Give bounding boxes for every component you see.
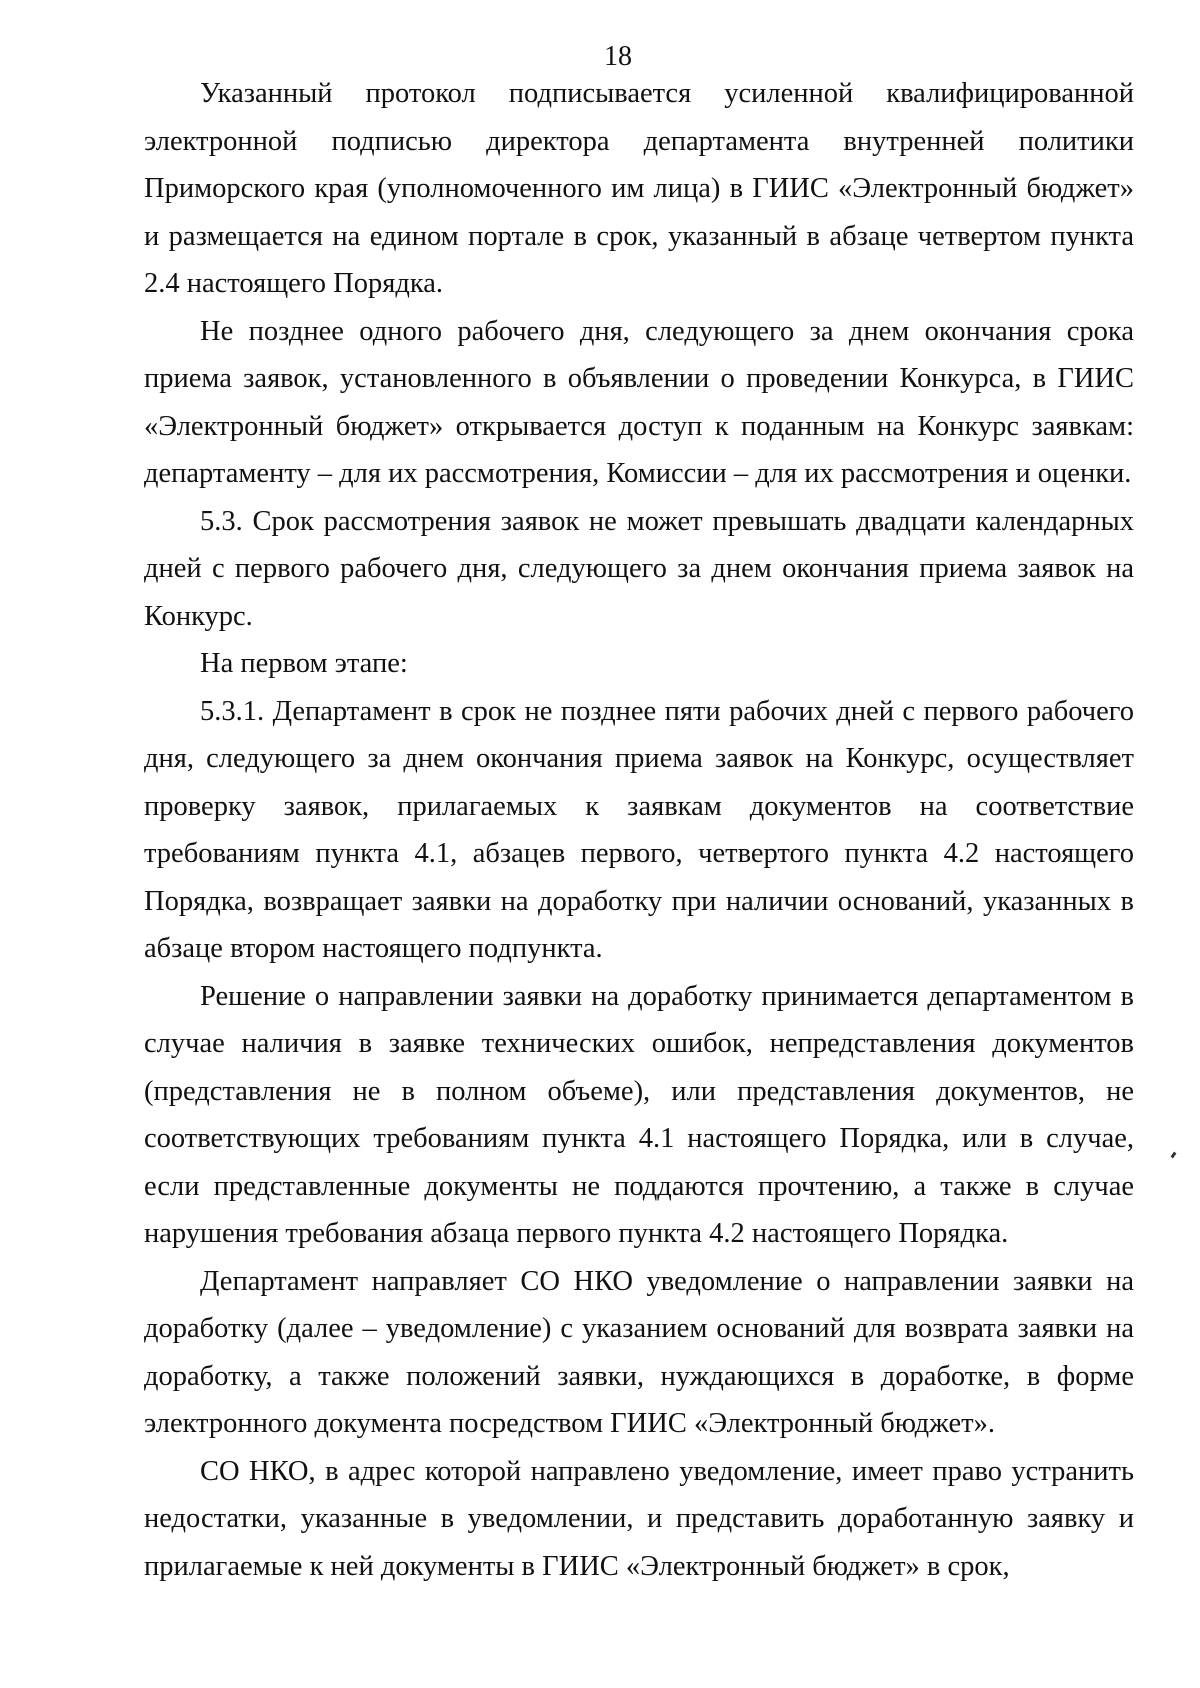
paragraph-nko-right-to-fix: СО НКО, в адрес которой направлено уведомление, имеет право устранить недостатки, указанные в уведомлении, и представить доработанную заявку и прилагаемые к ней документы в ГИИС «Электронный бюджет» в срок, bbox=[144, 1455, 1134, 1582]
paragraph-access-to-applications: Не позднее одного рабочего дня, следующего за днем окончания срока приема заявок, установленного в объявлении о проведении Конкурса, в ГИИС «Электронный бюджет» открывается доступ к поданным на Конкурс заявкам: департаменту – для их рассмотрения, Комиссии – для их рассмотрения и оценки. bbox=[144, 315, 1134, 489]
paragraph-5-3-review-term: 5.3. Срок рассмотрения заявок не может превышать двадцати календарных дней с первого рабочего дня, следующего за днем окончания приема заявок на Конкурс. bbox=[144, 505, 1134, 632]
scan-speck bbox=[1171, 1152, 1177, 1159]
paragraph-first-stage: На первом этапе: bbox=[200, 648, 408, 679]
paragraph-5-3-1-department-check: 5.3.1. Департамент в срок не позднее пяти рабочих дней с первого рабочего дня, следующего за днем окончания приема заявок на Конкурс, осуществляет проверку заявок, прилагаемых к заявкам документов на соответствие требованиям пункта 4.1, абзацев первого, четвертого пункта 4.2 настоящего Порядка, возвращает заявки на доработку при наличии оснований, указанных в абзаце втором настоящего подпункта. bbox=[144, 695, 1134, 964]
document-body bbox=[144, 70, 1134, 1590]
page-number: 18 bbox=[604, 41, 632, 72]
paragraph-notification: Департамент направляет СО НКО уведомление о направлении заявки на доработку (далее – уведомление) с указанием оснований для возврата заявки на доработку, а также положений заявки, нуждающихся в доработке, в форме электронного документа посредством ГИИС «Электронный бюджет». bbox=[144, 1265, 1134, 1439]
paragraph-protocol-signing: Указанный протокол подписывается усиленной квалифицированной электронной подписью директора департамента внутренней политики Приморского края (уполномоченного им лица) в ГИИС «Электронный бюджет» и размещается на едином портале в срок, указанный в абзаце четвертом пункта 2.4 настоящего Порядка. bbox=[144, 78, 1134, 299]
paragraph-return-for-revision: Решение о направлении заявки на доработку принимается департаментом в случае наличия в заявке технических ошибок, непредставления документов (представления не в полном объеме), или представления документов, не соответствующих требованиям пункта 4.1 настоящего Порядка, или в случае, если представленные документы не поддаются прочтению, а также в случае нарушения требования абзаца первого пункта 4.2 настоящего Порядка. bbox=[144, 980, 1134, 1249]
